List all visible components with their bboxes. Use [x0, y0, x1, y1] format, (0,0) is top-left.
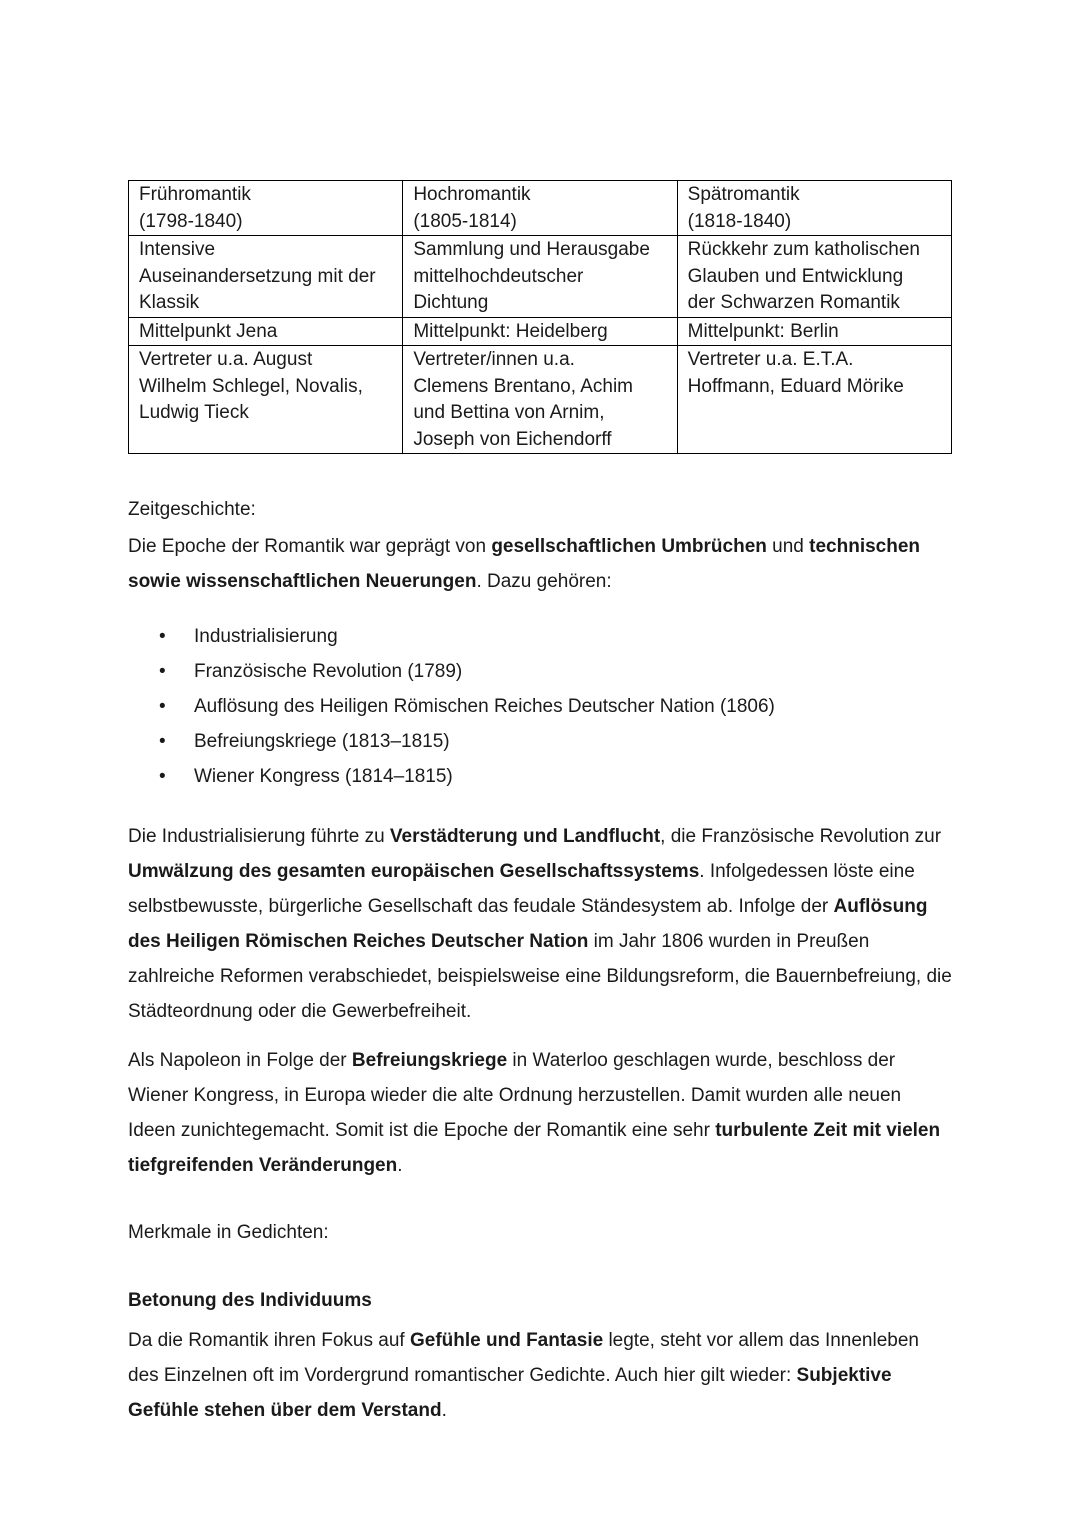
bold-text: gesellschaftlichen Umbrüchen [491, 536, 767, 557]
table-row [129, 317, 952, 346]
bold-text: Subjektive Gefühle stehen über dem Verstand [128, 1365, 892, 1421]
list-item-text: Auflösung des Heiligen Römischen Reiches Deutscher Nation (1806) [194, 696, 775, 717]
paragraph-napoleon: Als Napoleon in Folge der Befreiungskriege in Waterloo geschlagen wurde, beschloss der Wiener Kongress, in Europa wieder die alte Ordnung herzustellen. Damit wurden alle neuen Ideen zunichtegemacht. Somit ist die Epoche der Romantik eine sehr turbulente Zeit mit vielen tiefgreifenden Veränderungen. [128, 1050, 941, 1176]
table-cell: Vertreter/innen u.a. Clemens Brentano, Achim und Bettina von Arnim, Joseph von Eichendorff [403, 346, 677, 454]
paragraph-industrialisierung: Die Industrialisierung führte zu Verstädterung und Landflucht, die Französische Revolution zur Umwälzung des gesamten europäischen Gesellschaftssystems. Infolgedessen löste eine selbstbewusste, bürgerliche Gesellschaft das feudale Ständesystem ab. Infolge der Auflösung des Heiligen Römischen Reiches Deutscher Nation im Jahr 1806 wurden in Preußen zahlreiche Reformen verabschiedet, beispielsweise eine Bildungsreform, die Bauernbefreiung, die Städteordnung oder die Gewerbefreiheit. [128, 826, 952, 1022]
table-cell: Sammlung und Herausgabe mittelhochdeutscher Dichtung [403, 236, 677, 318]
table-cell: Mittelpunkt: Heidelberg [403, 317, 677, 346]
table-cell: Mittelpunkt: Berlin [677, 317, 951, 346]
table-cell: Frühromantik (1798-1840) [129, 181, 403, 236]
bold-text: turbulente Zeit mit vielen tiefgreifenden Veränderungen [128, 1120, 941, 1176]
list-item-text: Französische Revolution (1789) [194, 661, 463, 682]
individuum-subheading: Betonung des Individuums [128, 1290, 372, 1311]
table-cell: Spätromantik (1818-1840) [677, 181, 951, 236]
table-cell: Rückkehr zum katholischen Glauben und Entwicklung der Schwarzen Romantik [677, 236, 951, 318]
list-item-text: Industrialisierung [194, 626, 338, 647]
bold-text: Befreiungskriege [351, 1050, 508, 1071]
list-item [128, 724, 952, 759]
list-item-text: Wiener Kongress (1814–1815) [194, 766, 453, 787]
table-row [129, 236, 952, 318]
list-item [128, 654, 952, 689]
table-cell: Vertreter u.a. August Wilhelm Schlegel, Novalis, Ludwig Tieck [129, 346, 403, 454]
bullet-icon: • [159, 766, 166, 787]
zeitgeschichte-heading: Zeitgeschichte: [128, 499, 256, 520]
bullet-icon: • [159, 731, 166, 752]
list-item [128, 689, 952, 724]
table-row [129, 346, 952, 454]
table-cell: Intensive Auseinandersetzung mit der Klassik [129, 236, 403, 318]
table-cell: Mittelpunkt Jena [129, 317, 403, 346]
bold-text: Gefühle und Fantasie [409, 1330, 604, 1351]
list-item [128, 619, 952, 654]
bold-text: Verstädterung und Landflucht [389, 826, 661, 847]
events-list [128, 619, 952, 794]
bullet-icon: • [159, 696, 166, 717]
table-row [129, 181, 952, 236]
zeitgeschichte-intro: Die Epoche der Romantik war geprägt von gesellschaftlichen Umbrüchen und technischen sowie wissenschaftlichen Neuerungen. Dazu gehören: [128, 536, 921, 592]
list-item-text: Befreiungskriege (1813–1815) [194, 731, 450, 752]
document-page [128, 180, 952, 1428]
merkmale-heading: Merkmale in Gedichten: [128, 1222, 329, 1243]
table-cell: Vertreter u.a. E.T.A. Hoffmann, Eduard Mörike [677, 346, 951, 454]
bullet-icon: • [159, 626, 166, 647]
epochs-table [128, 180, 952, 454]
table-cell: Hochromantik (1805-1814) [403, 181, 677, 236]
bullet-icon: • [159, 661, 166, 682]
paragraph-individuum: Da die Romantik ihren Fokus auf Gefühle und Fantasie legte, steht vor allem das Innenleben des Einzelnen oft im Vordergrund romantischer Gedichte. Auch hier gilt wieder: Subjektive Gefühle stehen über dem Verstand. [128, 1330, 919, 1421]
list-item [128, 759, 952, 794]
bold-text: Umwälzung des gesamten europäischen Gesellschaftssystems [128, 861, 700, 882]
bold-text: Auflösung des Heiligen Römischen Reiches Deutscher Nation [128, 896, 928, 952]
bold-text: technischen sowie wissenschaftlichen Neuerungen [128, 536, 921, 592]
